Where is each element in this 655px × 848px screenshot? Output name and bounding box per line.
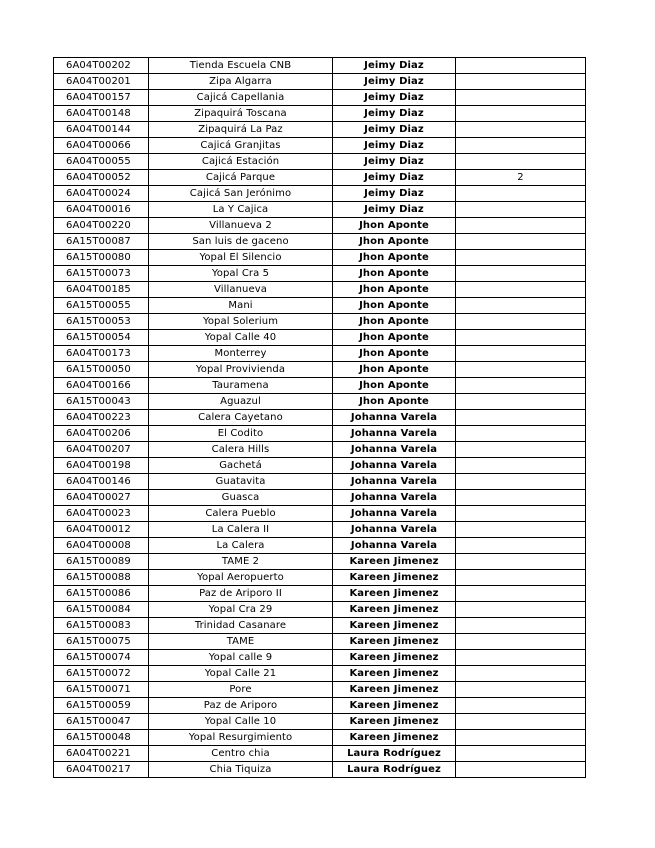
table-row xyxy=(54,122,586,138)
store-code-cell: 6A15T00072 xyxy=(54,666,149,682)
extra-value-cell xyxy=(456,122,586,138)
store-code-cell: 6A15T00074 xyxy=(54,650,149,666)
store-code-cell: 6A04T00202 xyxy=(54,58,149,74)
store-name-cell: San luis de gaceno xyxy=(149,234,333,250)
table-row xyxy=(54,378,586,394)
extra-value-cell xyxy=(456,106,586,122)
table-row xyxy=(54,362,586,378)
table-row xyxy=(54,410,586,426)
extra-value-cell xyxy=(456,330,586,346)
table-row xyxy=(54,170,586,186)
assigned-person-cell: Kareen Jimenez xyxy=(333,666,456,682)
store-code-cell: 6A15T00050 xyxy=(54,362,149,378)
store-code-cell: 6A15T00053 xyxy=(54,314,149,330)
store-name-cell: Calera Hills xyxy=(149,442,333,458)
assigned-person-cell: Kareen Jimenez xyxy=(333,698,456,714)
store-code-cell: 6A15T00075 xyxy=(54,634,149,650)
store-code-cell: 6A15T00048 xyxy=(54,730,149,746)
extra-value-cell: 2 xyxy=(456,170,586,186)
extra-value-cell xyxy=(456,282,586,298)
assigned-person-cell: Jeimy Diaz xyxy=(333,90,456,106)
assigned-person-cell: Johanna Varela xyxy=(333,506,456,522)
store-code-cell: 6A04T00166 xyxy=(54,378,149,394)
store-name-cell: Guatavita xyxy=(149,474,333,490)
spreadsheet-page xyxy=(53,57,586,778)
extra-value-cell xyxy=(456,58,586,74)
assigned-person-cell: Laura Rodríguez xyxy=(333,762,456,778)
assigned-person-cell: Johanna Varela xyxy=(333,490,456,506)
table-row xyxy=(54,554,586,570)
store-code-cell: 6A15T00087 xyxy=(54,234,149,250)
table-row xyxy=(54,442,586,458)
table-row xyxy=(54,74,586,90)
assigned-person-cell: Kareen Jimenez xyxy=(333,650,456,666)
assigned-person-cell: Jeimy Diaz xyxy=(333,74,456,90)
store-name-cell: Tauramena xyxy=(149,378,333,394)
store-code-cell: 6A04T00185 xyxy=(54,282,149,298)
extra-value-cell xyxy=(456,346,586,362)
extra-value-cell xyxy=(456,202,586,218)
store-code-cell: 6A04T00201 xyxy=(54,74,149,90)
table-row xyxy=(54,730,586,746)
table-row xyxy=(54,586,586,602)
extra-value-cell xyxy=(456,74,586,90)
store-code-cell: 6A15T00089 xyxy=(54,554,149,570)
table-row xyxy=(54,538,586,554)
assigned-person-cell: Laura Rodríguez xyxy=(333,746,456,762)
table-row xyxy=(54,266,586,282)
table-row xyxy=(54,506,586,522)
store-name-cell: Cajicá San Jerónimo xyxy=(149,186,333,202)
table-row xyxy=(54,154,586,170)
extra-value-cell xyxy=(456,522,586,538)
store-name-cell: Calera Cayetano xyxy=(149,410,333,426)
table-body xyxy=(54,58,586,778)
assigned-person-cell: Johanna Varela xyxy=(333,538,456,554)
extra-value-cell xyxy=(456,730,586,746)
assigned-person-cell: Kareen Jimenez xyxy=(333,714,456,730)
extra-value-cell xyxy=(456,490,586,506)
store-name-cell: La Y Cajica xyxy=(149,202,333,218)
store-name-cell: TAME xyxy=(149,634,333,650)
assigned-person-cell: Kareen Jimenez xyxy=(333,730,456,746)
extra-value-cell xyxy=(456,634,586,650)
store-code-cell: 6A04T00144 xyxy=(54,122,149,138)
table-row xyxy=(54,650,586,666)
store-code-cell: 6A15T00055 xyxy=(54,298,149,314)
store-code-cell: 6A15T00043 xyxy=(54,394,149,410)
table-row xyxy=(54,202,586,218)
assigned-person-cell: Jeimy Diaz xyxy=(333,186,456,202)
table-row xyxy=(54,474,586,490)
table-row xyxy=(54,618,586,634)
extra-value-cell xyxy=(456,90,586,106)
store-code-cell: 6A04T00206 xyxy=(54,426,149,442)
assigned-person-cell: Jeimy Diaz xyxy=(333,58,456,74)
table-row xyxy=(54,330,586,346)
store-name-cell: Aguazul xyxy=(149,394,333,410)
store-name-cell: Monterrey xyxy=(149,346,333,362)
store-name-cell: Yopal Calle 21 xyxy=(149,666,333,682)
store-code-cell: 6A04T00198 xyxy=(54,458,149,474)
store-name-cell: Villanueva 2 xyxy=(149,218,333,234)
extra-value-cell xyxy=(456,650,586,666)
assigned-person-cell: Jhon Aponte xyxy=(333,218,456,234)
store-code-cell: 6A04T00024 xyxy=(54,186,149,202)
table-row xyxy=(54,314,586,330)
store-name-cell: Guasca xyxy=(149,490,333,506)
store-name-cell: Yopal Provivienda xyxy=(149,362,333,378)
store-code-cell: 6A04T00055 xyxy=(54,154,149,170)
assigned-person-cell: Jeimy Diaz xyxy=(333,138,456,154)
extra-value-cell xyxy=(456,554,586,570)
store-code-cell: 6A15T00088 xyxy=(54,570,149,586)
table-row xyxy=(54,746,586,762)
extra-value-cell xyxy=(456,186,586,202)
store-code-cell: 6A04T00221 xyxy=(54,746,149,762)
table-row xyxy=(54,234,586,250)
store-code-cell: 6A04T00027 xyxy=(54,490,149,506)
store-code-cell: 6A15T00084 xyxy=(54,602,149,618)
table-row xyxy=(54,426,586,442)
store-name-cell: La Calera II xyxy=(149,522,333,538)
table-row xyxy=(54,698,586,714)
store-code-cell: 6A04T00023 xyxy=(54,506,149,522)
store-name-cell: Yopal Calle 10 xyxy=(149,714,333,730)
store-code-cell: 6A15T00059 xyxy=(54,698,149,714)
table-row xyxy=(54,682,586,698)
store-name-cell: El Codito xyxy=(149,426,333,442)
extra-value-cell xyxy=(456,602,586,618)
store-assignment-table xyxy=(53,57,586,778)
assigned-person-cell: Jhon Aponte xyxy=(333,234,456,250)
extra-value-cell xyxy=(456,506,586,522)
table-row xyxy=(54,634,586,650)
table-row xyxy=(54,714,586,730)
assigned-person-cell: Jhon Aponte xyxy=(333,250,456,266)
table-row xyxy=(54,394,586,410)
extra-value-cell xyxy=(456,426,586,442)
extra-value-cell xyxy=(456,618,586,634)
assigned-person-cell: Kareen Jimenez xyxy=(333,618,456,634)
store-name-cell: Zipaquirá Toscana xyxy=(149,106,333,122)
assigned-person-cell: Kareen Jimenez xyxy=(333,634,456,650)
table-row xyxy=(54,90,586,106)
extra-value-cell xyxy=(456,298,586,314)
assigned-person-cell: Jeimy Diaz xyxy=(333,202,456,218)
store-code-cell: 6A04T00173 xyxy=(54,346,149,362)
store-name-cell: Chia Tiquiza xyxy=(149,762,333,778)
assigned-person-cell: Jhon Aponte xyxy=(333,282,456,298)
store-code-cell: 6A04T00066 xyxy=(54,138,149,154)
assigned-person-cell: Kareen Jimenez xyxy=(333,554,456,570)
assigned-person-cell: Johanna Varela xyxy=(333,410,456,426)
store-name-cell: Yopal Aeropuerto xyxy=(149,570,333,586)
store-code-cell: 6A04T00146 xyxy=(54,474,149,490)
extra-value-cell xyxy=(456,570,586,586)
store-name-cell: Cajicá Granjitas xyxy=(149,138,333,154)
store-name-cell: Yopal Solerium xyxy=(149,314,333,330)
store-name-cell: Yopal Resurgimiento xyxy=(149,730,333,746)
extra-value-cell xyxy=(456,458,586,474)
extra-value-cell xyxy=(456,154,586,170)
assigned-person-cell: Jeimy Diaz xyxy=(333,122,456,138)
store-name-cell: Yopal Cra 5 xyxy=(149,266,333,282)
store-name-cell: Paz de Ariporo II xyxy=(149,586,333,602)
table-row xyxy=(54,186,586,202)
assigned-person-cell: Jhon Aponte xyxy=(333,314,456,330)
table-row xyxy=(54,282,586,298)
extra-value-cell xyxy=(456,266,586,282)
table-row xyxy=(54,458,586,474)
table-row xyxy=(54,218,586,234)
table-row xyxy=(54,762,586,778)
assigned-person-cell: Johanna Varela xyxy=(333,458,456,474)
store-code-cell: 6A04T00223 xyxy=(54,410,149,426)
extra-value-cell xyxy=(456,586,586,602)
extra-value-cell xyxy=(456,250,586,266)
assigned-person-cell: Kareen Jimenez xyxy=(333,682,456,698)
store-name-cell: Mani xyxy=(149,298,333,314)
store-name-cell: Zipa Algarra xyxy=(149,74,333,90)
store-code-cell: 6A15T00071 xyxy=(54,682,149,698)
store-name-cell: Cajicá Estación xyxy=(149,154,333,170)
extra-value-cell xyxy=(456,474,586,490)
extra-value-cell xyxy=(456,538,586,554)
extra-value-cell xyxy=(456,314,586,330)
assigned-person-cell: Jeimy Diaz xyxy=(333,170,456,186)
extra-value-cell xyxy=(456,234,586,250)
store-code-cell: 6A04T00012 xyxy=(54,522,149,538)
assigned-person-cell: Johanna Varela xyxy=(333,442,456,458)
store-name-cell: Trinidad Casanare xyxy=(149,618,333,634)
table-row xyxy=(54,138,586,154)
store-name-cell: Cajicá Parque xyxy=(149,170,333,186)
table-row xyxy=(54,298,586,314)
table-row xyxy=(54,570,586,586)
assigned-person-cell: Kareen Jimenez xyxy=(333,570,456,586)
assigned-person-cell: Johanna Varela xyxy=(333,474,456,490)
store-name-cell: Yopal calle 9 xyxy=(149,650,333,666)
extra-value-cell xyxy=(456,410,586,426)
extra-value-cell xyxy=(456,762,586,778)
store-code-cell: 6A15T00083 xyxy=(54,618,149,634)
extra-value-cell xyxy=(456,666,586,682)
assigned-person-cell: Kareen Jimenez xyxy=(333,602,456,618)
assigned-person-cell: Jhon Aponte xyxy=(333,362,456,378)
store-code-cell: 6A04T00157 xyxy=(54,90,149,106)
store-code-cell: 6A15T00047 xyxy=(54,714,149,730)
store-code-cell: 6A15T00073 xyxy=(54,266,149,282)
assigned-person-cell: Jhon Aponte xyxy=(333,346,456,362)
assigned-person-cell: Jhon Aponte xyxy=(333,266,456,282)
assigned-person-cell: Johanna Varela xyxy=(333,522,456,538)
table-row xyxy=(54,602,586,618)
extra-value-cell xyxy=(456,698,586,714)
table-row xyxy=(54,250,586,266)
assigned-person-cell: Jeimy Diaz xyxy=(333,154,456,170)
extra-value-cell xyxy=(456,442,586,458)
table-row xyxy=(54,58,586,74)
extra-value-cell xyxy=(456,394,586,410)
assigned-person-cell: Johanna Varela xyxy=(333,426,456,442)
store-name-cell: Villanueva xyxy=(149,282,333,298)
assigned-person-cell: Jhon Aponte xyxy=(333,378,456,394)
store-name-cell: Yopal El Silencio xyxy=(149,250,333,266)
store-name-cell: Zipaquirá La Paz xyxy=(149,122,333,138)
extra-value-cell xyxy=(456,218,586,234)
store-code-cell: 6A04T00148 xyxy=(54,106,149,122)
table-row xyxy=(54,106,586,122)
assigned-person-cell: Kareen Jimenez xyxy=(333,586,456,602)
store-name-cell: Calera Pueblo xyxy=(149,506,333,522)
store-name-cell: Yopal Cra 29 xyxy=(149,602,333,618)
store-name-cell: Paz de Ariporo xyxy=(149,698,333,714)
extra-value-cell xyxy=(456,138,586,154)
store-code-cell: 6A04T00220 xyxy=(54,218,149,234)
store-name-cell: TAME 2 xyxy=(149,554,333,570)
extra-value-cell xyxy=(456,378,586,394)
store-name-cell: La Calera xyxy=(149,538,333,554)
store-code-cell: 6A04T00052 xyxy=(54,170,149,186)
store-name-cell: Pore xyxy=(149,682,333,698)
table-row xyxy=(54,346,586,362)
extra-value-cell xyxy=(456,682,586,698)
extra-value-cell xyxy=(456,746,586,762)
assigned-person-cell: Jhon Aponte xyxy=(333,330,456,346)
store-code-cell: 6A04T00008 xyxy=(54,538,149,554)
table-row xyxy=(54,490,586,506)
assigned-person-cell: Jeimy Diaz xyxy=(333,106,456,122)
store-code-cell: 6A04T00207 xyxy=(54,442,149,458)
table-row xyxy=(54,666,586,682)
store-name-cell: Yopal Calle 40 xyxy=(149,330,333,346)
extra-value-cell xyxy=(456,714,586,730)
store-name-cell: Tienda Escuela CNB xyxy=(149,58,333,74)
store-name-cell: Centro chia xyxy=(149,746,333,762)
store-name-cell: Gachetá xyxy=(149,458,333,474)
store-code-cell: 6A04T00217 xyxy=(54,762,149,778)
table-row xyxy=(54,522,586,538)
assigned-person-cell: Jhon Aponte xyxy=(333,298,456,314)
store-name-cell: Cajicá Capellania xyxy=(149,90,333,106)
store-code-cell: 6A15T00054 xyxy=(54,330,149,346)
store-code-cell: 6A15T00086 xyxy=(54,586,149,602)
store-code-cell: 6A15T00080 xyxy=(54,250,149,266)
assigned-person-cell: Jhon Aponte xyxy=(333,394,456,410)
store-code-cell: 6A04T00016 xyxy=(54,202,149,218)
extra-value-cell xyxy=(456,362,586,378)
